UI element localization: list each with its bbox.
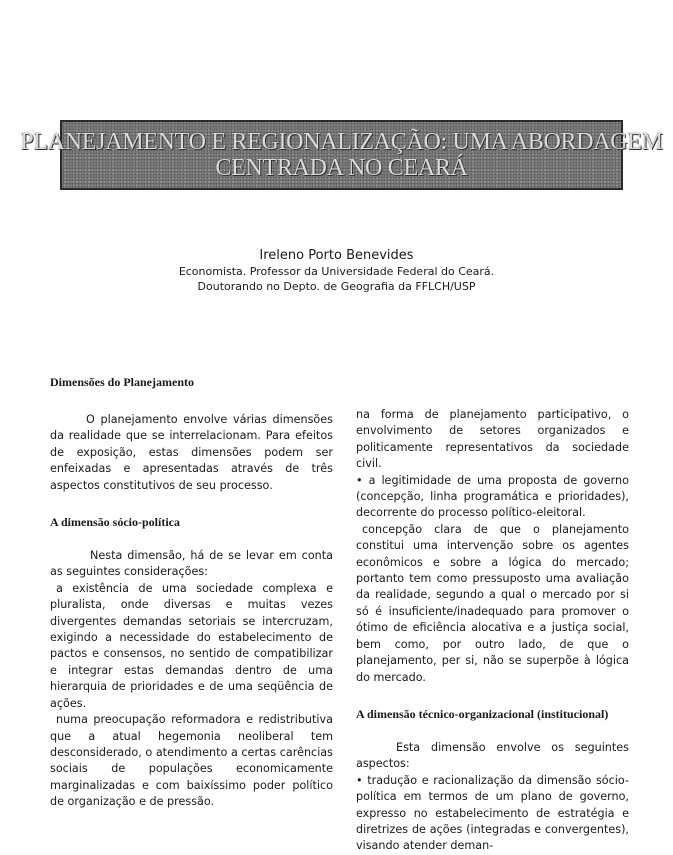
left-column <box>50 374 333 811</box>
paragraph: O planejamento envolve várias dimensões da realidade que se interrelacionam. Para efeitos de exposição, estas dimensões podem ser enfeixadas e apresentadas através de três aspectos constitutivos de seu processo. <box>50 413 333 492</box>
title-line-2: CENTRADA NO CEARÁ <box>215 155 468 181</box>
section-heading-tecnico-organizacional: A dimensão técnico-organizacional (institucional) <box>356 706 609 721</box>
section-heading-dimensoes: Dimensões do Planejamento <box>50 375 194 389</box>
author-affiliation-2: Doutorando no Depto. de Geografia da FFLCH/USP <box>197 280 476 293</box>
paragraph: numa preocupação reformadora e redistributiva que a atual hegemonia neoliberal tem desconsiderado, o atendimento a certas carências sociais de populações economicamente marginalizadas e com baixíssimo poder político de organização e de pressão. <box>50 713 333 809</box>
author-name: Ireleno Porto Benevides <box>259 248 414 263</box>
paragraph: concepção clara de que o planejamento constitui uma intervenção sobre os agentes econômicos e sobre a lógica do mercado; portanto tem como pressuposto uma avaliação da realidade, segundo a qual o mercado por si só é insuficiente/inadequado para promover o ótimo de eficiência alocativa e a justiça social, bem como, por outro lado, de que o planejamento, per si, não se superpõe à lógica do mercado. <box>356 522 629 684</box>
section-heading-socio-politica: A dimensão sócio-política <box>50 515 181 530</box>
author-block <box>0 247 673 294</box>
author-affiliation-1: Economista. Professor da Universidade Federal do Ceará. <box>178 265 495 278</box>
paragraph: • a legitimidade de uma proposta de governo (concepção, linha programática e prioridades), decorrente do processo político-eleitoral. <box>356 473 629 520</box>
paragraph: Nesta dimensão, há de se levar em conta as seguintes considerações: <box>50 549 333 579</box>
right-column <box>356 407 629 855</box>
paragraph: • tradução e racionalização da dimensão sócio-política em termos de um plano de governo, expresso no estabelecimento de estratégia e diretrizes de ações (integradas e convergentes), visando atender deman- <box>356 773 629 853</box>
title-banner <box>20 120 663 190</box>
title-line-1: PLANEJAMENTO E REGIONALIZAÇÃO: UMA ABORDAGEM <box>20 129 663 155</box>
paragraph: na forma de planejamento participativo, o envolvimento de setores organizados e politicamente representativos da sociedade civil. <box>356 408 629 471</box>
paragraph: Esta dimensão envolve os seguintes aspectos: <box>356 740 629 771</box>
paragraph: a existência de uma sociedade complexa e pluralista, onde diversas e muitas vezes divergentes demandas setoriais se intercruzam, exigindo a necessidade do estabelecimento de pactos e consensos, no sentido de compatibilizar e integrar estas demandas dentro de uma hierarquia de prioridades e de uma seqüência de ações. <box>50 581 333 710</box>
